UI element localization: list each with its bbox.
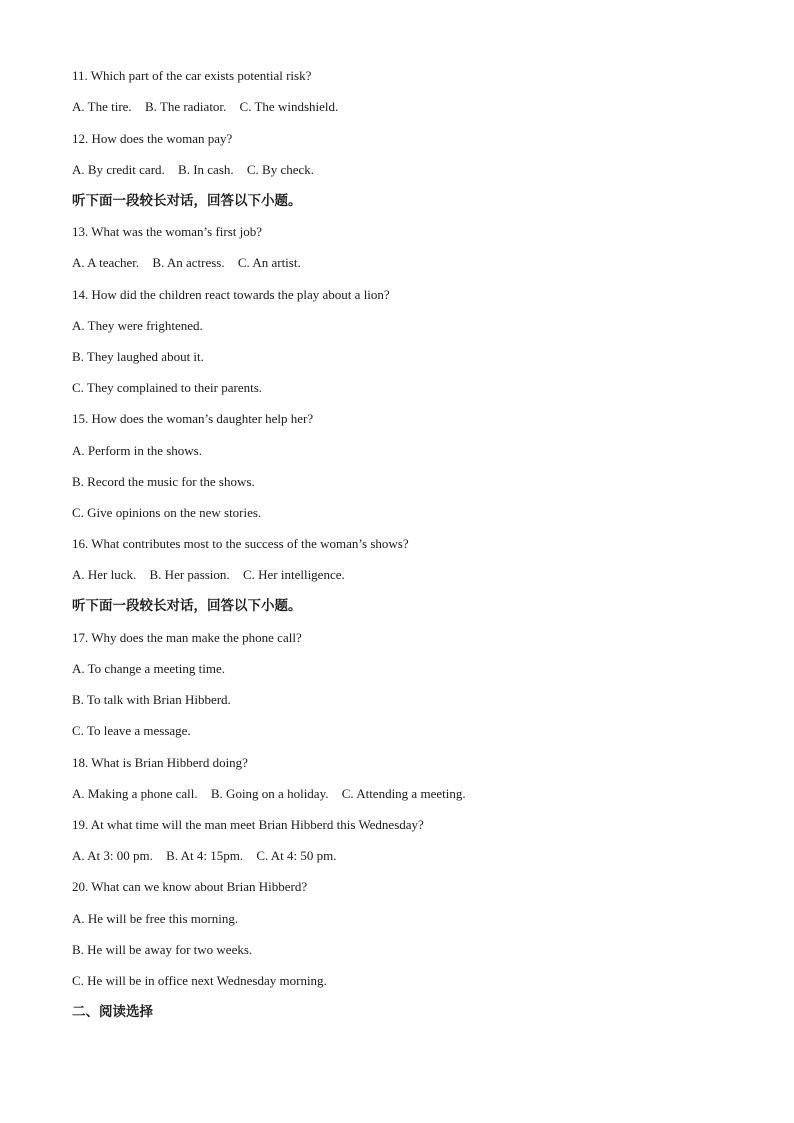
section-title-reading: 二、阅读选择	[72, 1004, 153, 1020]
option-12c: C. By check.	[246, 162, 315, 177]
option-11a: A. The tire.	[72, 99, 132, 114]
option-18b: B. Going on a holiday.	[210, 786, 329, 801]
option-14c: C. They complained to their parents.	[72, 380, 263, 395]
option-19a: A. At 3: 00 pm.	[72, 848, 153, 863]
options-19	[72, 848, 337, 864]
option-11c: C. The windshield.	[239, 99, 339, 114]
options-12	[72, 162, 314, 178]
question-17: 17. Why does the man make the phone call?	[72, 630, 302, 645]
question-15: 15. How does the woman’s daughter help her?	[72, 411, 314, 426]
option-11b: B. The radiator.	[144, 99, 227, 114]
option-16b: B. Her passion.	[149, 567, 230, 582]
question-20: 20. What can we know about Brian Hibberd?	[72, 879, 308, 894]
option-12a: A. By credit card.	[72, 162, 165, 177]
option-13b: B. An actress.	[152, 255, 225, 270]
option-20a: A. He will be free this morning.	[72, 911, 239, 926]
options-16	[72, 567, 345, 583]
option-17a: A. To change a meeting time.	[72, 661, 225, 676]
question-18: 18. What is Brian Hibberd doing?	[72, 755, 248, 770]
option-19c: C. At 4: 50 pm.	[256, 848, 337, 863]
option-20b: B. He will be away for two weeks.	[72, 942, 253, 957]
question-12: 12. How does the woman pay?	[72, 131, 233, 146]
option-16a: A. Her luck.	[72, 567, 137, 582]
option-20c: C. He will be in office next Wednesday morning.	[72, 973, 327, 988]
option-15a: A. Perform in the shows.	[72, 443, 202, 458]
option-15c: C. Give opinions on the new stories.	[72, 505, 262, 520]
options-11	[72, 99, 338, 115]
option-17b: B. To talk with Brian Hibberd.	[72, 692, 231, 707]
option-14a: A. They were frightened.	[72, 318, 203, 333]
options-18	[72, 786, 466, 802]
question-16: 16. What contributes most to the success of the woman’s shows?	[72, 536, 409, 551]
option-18c: C. Attending a meeting.	[341, 786, 466, 801]
option-13c: C. An artist.	[237, 255, 301, 270]
question-19: 19. At what time will the man meet Brian Hibberd this Wednesday?	[72, 817, 424, 832]
option-18a: A. Making a phone call.	[72, 786, 198, 801]
option-19b: B. At 4: 15pm.	[166, 848, 244, 863]
option-13a: A. A teacher.	[72, 255, 140, 270]
question-14: 14. How did the children react towards the play about a lion?	[72, 287, 390, 302]
option-15b: B. Record the music for the shows.	[72, 474, 255, 489]
options-13	[72, 255, 301, 271]
question-13: 13. What was the woman’s first job?	[72, 224, 263, 239]
option-12b: B. In cash.	[178, 162, 234, 177]
option-14b: B. They laughed about it.	[72, 349, 204, 364]
section-heading: 听下面一段较长对话，回答以下小题。	[72, 193, 302, 209]
question-11: 11. Which part of the car exists potential risk?	[72, 68, 312, 83]
option-16c: C. Her intelligence.	[242, 567, 345, 582]
option-17c: C. To leave a message.	[72, 723, 191, 738]
section-heading: 听下面一段较长对话，回答以下小题。	[72, 598, 302, 614]
